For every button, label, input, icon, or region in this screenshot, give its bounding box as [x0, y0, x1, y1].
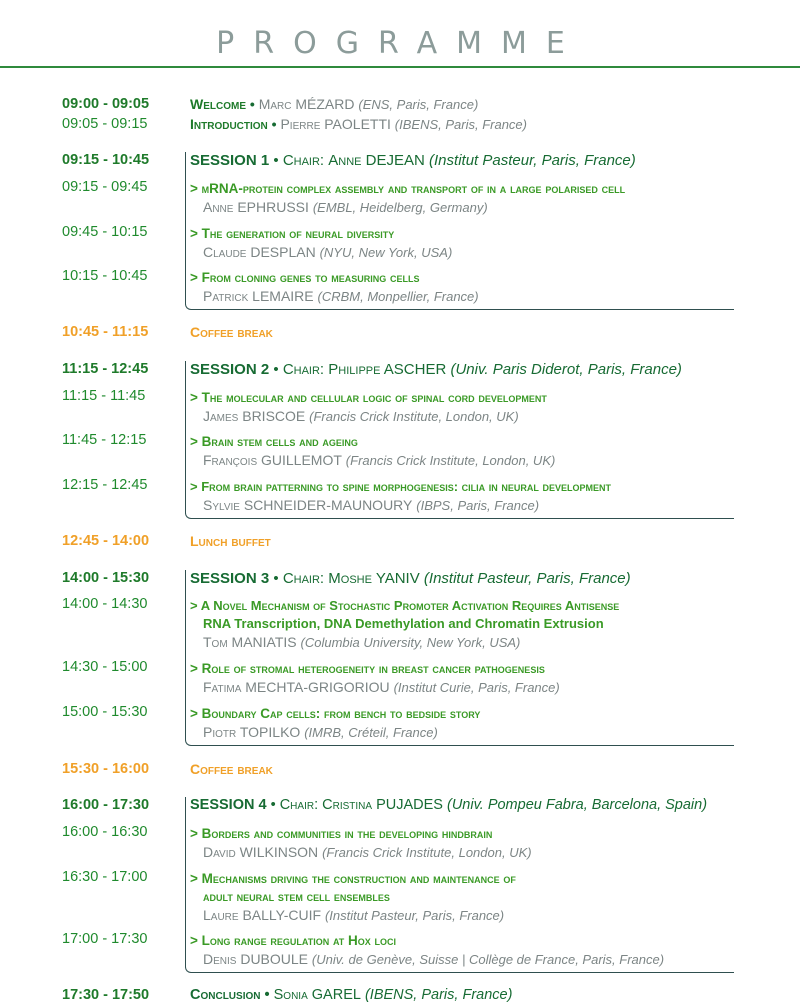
talk-title-line-2: RNA Transcription, DNA Demethylation and Chromatin Extrusion [203, 616, 604, 631]
session-label: SESSION 4 [190, 797, 267, 813]
affiliation: (Columbia University, New York, USA) [300, 635, 521, 650]
intro-label: Introduction [190, 116, 268, 132]
affiliation: (Institut Pasteur, Paris, France) [324, 908, 505, 923]
speaker: Anne EPHRUSSI [203, 199, 309, 215]
talk-title-line-2: adult neural stem cell ensembles [203, 889, 390, 904]
affiliation: (EMBL, Heidelberg, Germany) [312, 200, 488, 215]
affiliation: (IBPS, Paris, France) [416, 498, 540, 513]
talk-title: > Mechanisms driving the construction and maintenance of [190, 871, 516, 886]
affiliation: (IBENS, Paris, France) [394, 117, 527, 132]
talk-title: > Role of stromal heterogeneity in breast cancer pathogenesis [190, 661, 545, 676]
host: (Institut Pasteur, Paris, France) [423, 570, 631, 587]
speaker: Sonia GAREL [273, 987, 361, 1003]
affiliation: (IBENS, Paris, France) [364, 987, 513, 1003]
talk-title: > Borders and communities in the developing hindbrain [190, 826, 493, 841]
chair: Moshe YANIV [328, 570, 420, 587]
talk-title: > mRNA-protein complex assembly and transport of in a large polarised cell [190, 181, 626, 196]
talk-title: > A Novel Mechanism of Stochastic Promoter Activation Requires Antisense [190, 598, 620, 613]
affiliation: (Institut Curie, Paris, France) [393, 680, 560, 695]
session-label: SESSION 3 [190, 570, 270, 587]
speaker: Laure BALLY-CUIF [203, 907, 322, 923]
talk-title: > From brain patterning to spine morphogenesis: cilia in neural development [190, 479, 611, 494]
speaker: James BRISCOE [203, 408, 306, 424]
talk-title: > Brain stem cells and ageing [190, 434, 358, 449]
speaker: Fatima MECHTA-GRIGORIOU [203, 679, 390, 695]
time: 09:00 - 09:05 [62, 96, 150, 112]
session-label: SESSION 1 [190, 152, 270, 169]
host: (Univ. Paris Diderot, Paris, France) [450, 361, 682, 378]
host: (Univ. Pompeu Fabra, Barcelona, Spain) [447, 797, 708, 813]
speaker: Patrick LEMAIRE [203, 288, 314, 304]
welcome-label: Welcome [190, 96, 246, 112]
affiliation: (NYU, New York, USA) [319, 245, 453, 260]
title-divider [0, 66, 800, 68]
talk-title: > The molecular and cellular logic of spinal cord development [190, 390, 547, 405]
speaker: Denis DUBOULE [203, 951, 309, 967]
affiliation: (ENS, Paris, France) [358, 97, 479, 112]
talk-title: > From cloning genes to measuring cells [190, 270, 420, 285]
talk-title: > Boundary Cap cells: from bench to bedside story [190, 706, 481, 721]
speaker: François GUILLEMOT [203, 452, 342, 468]
speaker: Tom MANIATIS [203, 634, 297, 650]
talk-title: > The generation of neural diversity [190, 226, 395, 241]
host: (Institut Pasteur, Paris, France) [429, 152, 636, 169]
chair: Philippe ASCHER [328, 361, 447, 378]
speaker: Piotr TOPILKO [203, 724, 301, 740]
break-label: Coffee break [190, 761, 273, 777]
speaker: Claude DESPLAN [203, 244, 316, 260]
talk-title: > Long range regulation at Hox loci [190, 933, 397, 948]
speaker: David WILKINSON [203, 844, 319, 860]
time: 09:05 - 09:15 [62, 116, 148, 132]
conclusion-label: Conclusion [190, 987, 261, 1003]
page-title: PROGRAMME [216, 26, 584, 61]
affiliation: (CRBM, Monpellier, France) [317, 289, 479, 304]
chair: Anne DEJEAN [328, 152, 425, 169]
affiliation: (Francis Crick Institute, London, UK) [322, 845, 532, 860]
affiliation: (IMRB, Créteil, France) [304, 725, 438, 740]
session-label: SESSION 2 [190, 361, 270, 378]
affiliation: (Francis Crick Institute, London, UK) [345, 453, 556, 468]
affiliation: (Univ. de Genève, Suisse | Collège de France, Paris, France) [311, 952, 665, 967]
chair: Cristina PUJADES [322, 797, 443, 813]
speaker: Sylvie SCHNEIDER-MAUNOURY [203, 497, 413, 513]
break-label: Lunch buffet [190, 533, 271, 549]
speaker: Marc MÉZARD [258, 96, 355, 112]
speaker: Pierre PAOLETTI [280, 116, 391, 132]
affiliation: (Francis Crick Institute, London, UK) [309, 409, 519, 424]
break-label: Coffee break [190, 324, 273, 340]
